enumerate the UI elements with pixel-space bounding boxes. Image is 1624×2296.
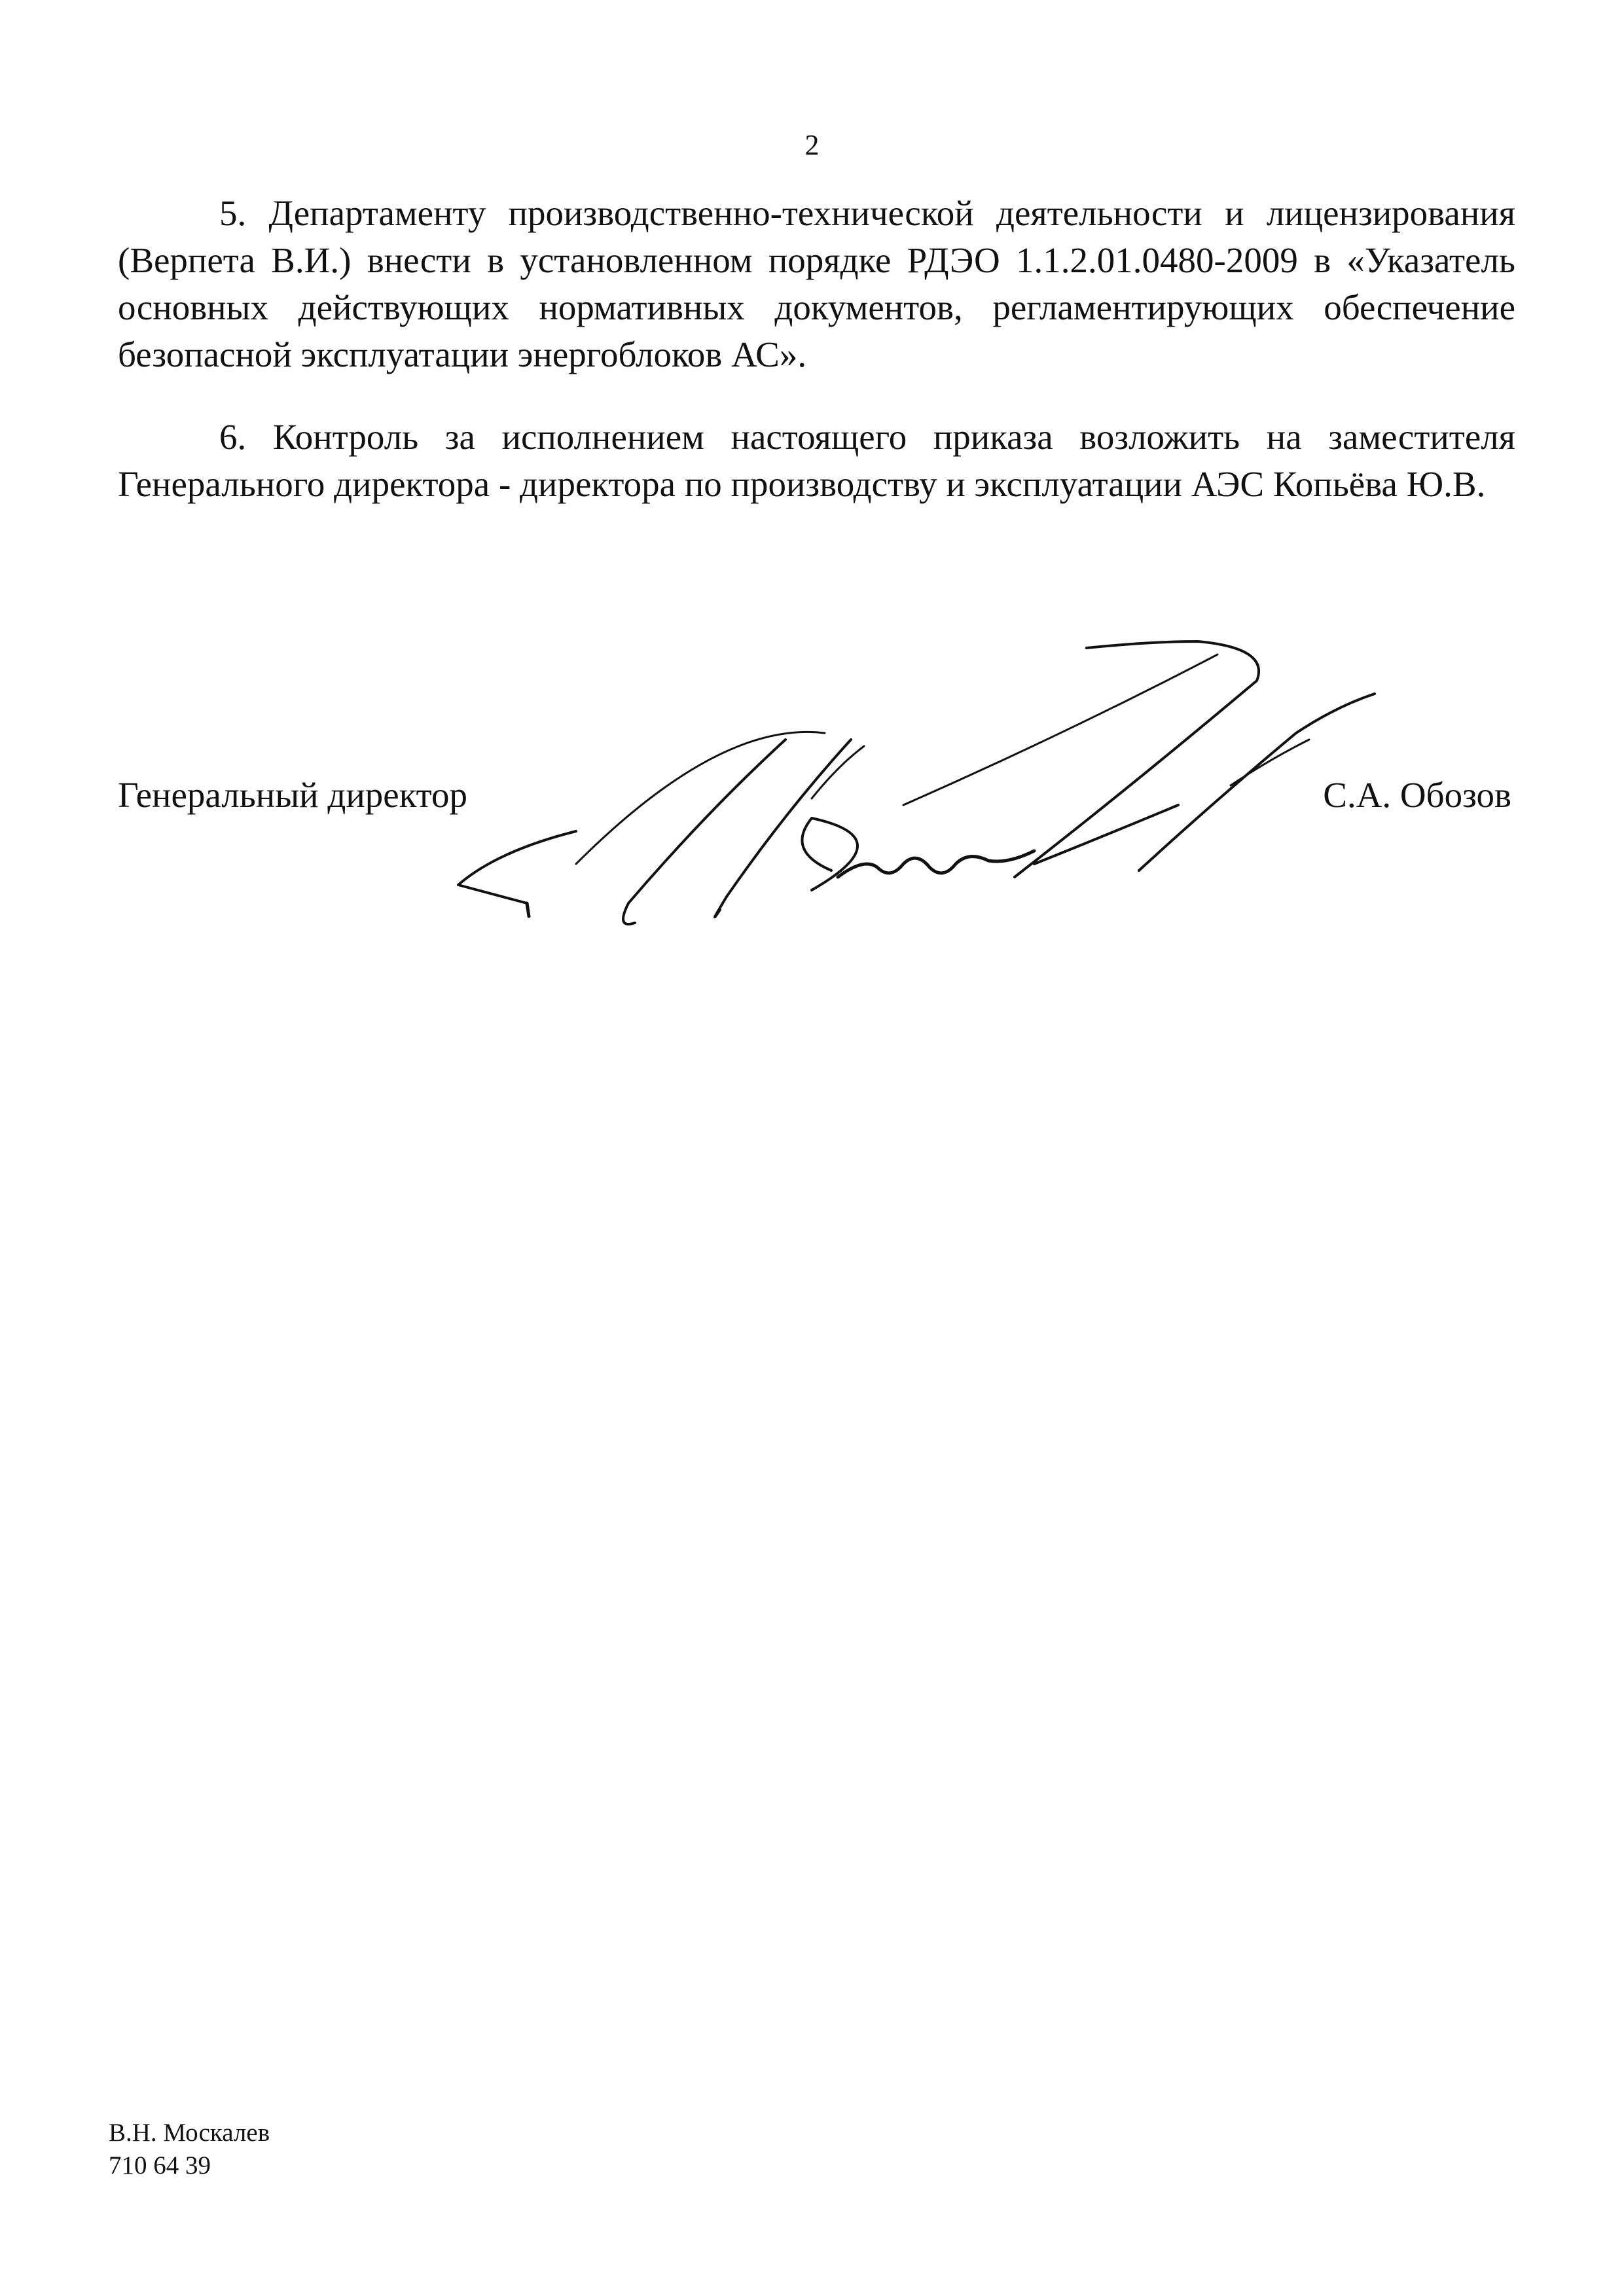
paragraph-6: 6. Контроль за исполнением настоящего приказа возложить на заместителя Генерального директора - директора по производству и эксплуатации АЭС Копьёва Ю.В. <box>118 417 1515 504</box>
signatory-name: С.А. Обозов <box>1323 775 1511 815</box>
paragraph-5: 5. Департаменту производственно-технической деятельности и лицензирования (Верпета В.И.) внести в установленном порядке РДЭО 1.1.2.01.0480-2009 в «Указатель основных действующих нормативных документов, регламентирующих обеспечение безопасной эксплуатации энергоблоков АС». <box>118 193 1515 374</box>
handwritten-signature <box>445 589 1414 956</box>
executor-phone: 710 64 39 <box>109 2151 211 2179</box>
page-number: 2 <box>804 129 820 161</box>
executor-block <box>109 2117 270 2182</box>
signatory-title: Генеральный директор <box>118 775 467 815</box>
executor-name: В.Н. Москалев <box>109 2119 270 2147</box>
